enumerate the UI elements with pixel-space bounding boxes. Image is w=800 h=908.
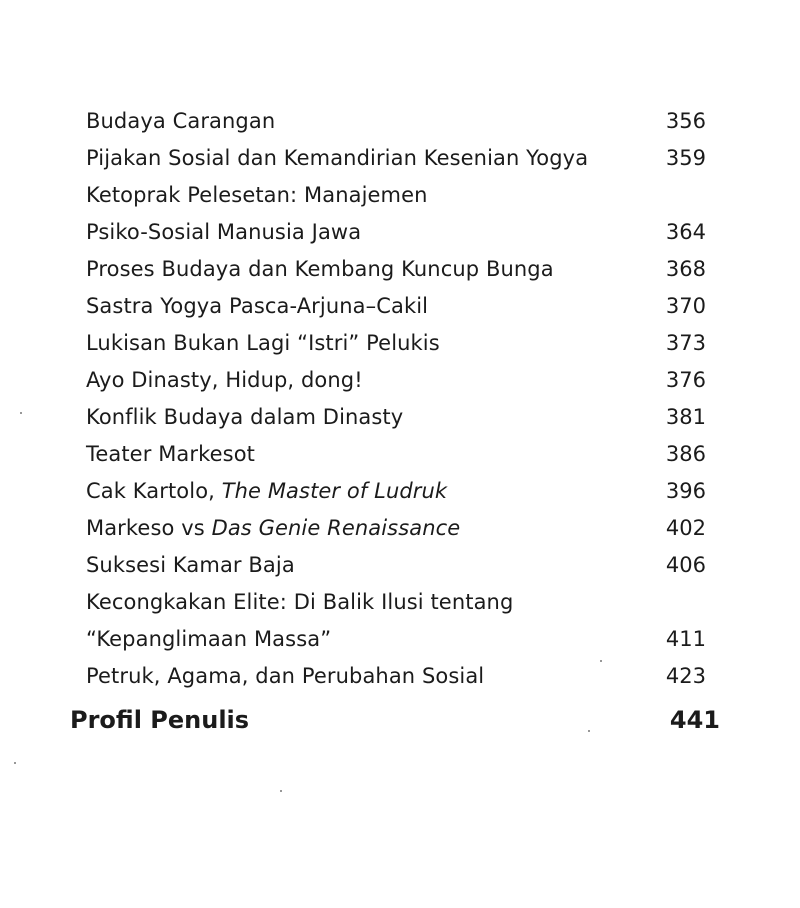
toc-section-page: 441 <box>669 706 720 734</box>
toc-entry <box>86 474 706 508</box>
toc-entry-title: Psiko-Sosial Manusia Jawa <box>86 220 362 244</box>
toc-entry <box>86 252 706 286</box>
toc-entry-page: 370 <box>665 294 706 318</box>
toc-entry-title <box>86 511 460 545</box>
toc-entry-page: 386 <box>665 442 706 466</box>
toc-entry-title: “Kepanglimaan Massa” <box>86 627 332 651</box>
toc-section <box>70 700 720 740</box>
scan-speck <box>600 660 602 662</box>
toc-entry <box>86 104 706 138</box>
toc-entry-title <box>86 474 447 508</box>
toc-entry <box>86 585 706 619</box>
toc-entry-title: Pijakan Sosial dan Kemandirian Kesenian Yogya <box>86 146 589 170</box>
toc-entry-page: 373 <box>665 331 706 355</box>
toc-entry-page: 368 <box>665 257 706 281</box>
scan-speck <box>588 730 590 732</box>
toc-entry <box>86 215 706 249</box>
toc-entry-page: 396 <box>665 479 706 503</box>
toc-entry-page: 402 <box>665 516 706 540</box>
toc-section-title: Profil Penulis <box>70 706 250 734</box>
toc-entry <box>86 326 706 360</box>
toc-entry-title-plain: Cak Kartolo, <box>86 479 222 503</box>
toc-entry-title: Lukisan Bukan Lagi “Istri” Pelukis <box>86 331 440 355</box>
toc-entry-title: Suksesi Kamar Baja <box>86 553 295 577</box>
toc-entry-page: 359 <box>665 146 706 170</box>
scan-speck <box>14 762 16 764</box>
toc-entry-page: 356 <box>665 109 706 133</box>
toc-entry-title: Sastra Yogya Pasca-Arjuna–Cakil <box>86 294 429 318</box>
toc-entry-page: 376 <box>665 368 706 392</box>
toc-entry-page: 411 <box>665 627 706 651</box>
toc-entry <box>86 363 706 397</box>
toc-entry-page: 423 <box>665 664 706 688</box>
toc-entry-title: Konflik Budaya dalam Dinasty <box>86 405 404 429</box>
toc-entry-title-italic: Das Genie Renaissance <box>211 516 461 540</box>
toc-entry-title: Teater Markesot <box>86 442 255 466</box>
toc-entry-title: Ketoprak Pelesetan: Manajemen <box>86 183 428 207</box>
toc-entry <box>86 548 706 582</box>
toc-entry <box>86 659 706 693</box>
toc-entry <box>86 289 706 323</box>
toc-entry <box>86 511 706 545</box>
scan-speck <box>20 412 22 414</box>
toc-entry-title-plain: Markeso vs <box>86 516 212 540</box>
toc-entry-title: Ayo Dinasty, Hidup, dong! <box>86 368 363 392</box>
toc-entry <box>86 622 706 656</box>
toc-entry-title: Proses Budaya dan Kembang Kuncup Bunga <box>86 257 554 281</box>
toc-entry-title: Budaya Carangan <box>86 109 276 133</box>
toc-entry <box>86 141 706 175</box>
toc-entry-page: 364 <box>665 220 706 244</box>
toc-entry-title-italic: The Master of Ludruk <box>221 479 448 503</box>
toc-entry <box>86 437 706 471</box>
toc-entry <box>86 178 706 212</box>
toc-entry-page: 381 <box>665 405 706 429</box>
toc-entry-title: Petruk, Agama, dan Perubahan Sosial <box>86 664 485 688</box>
scan-speck <box>280 790 282 792</box>
toc-entry <box>86 400 706 434</box>
toc-entry-page: 406 <box>665 553 706 577</box>
toc-entry-title: Kecongkakan Elite: Di Balik Ilusi tentang <box>86 590 514 614</box>
